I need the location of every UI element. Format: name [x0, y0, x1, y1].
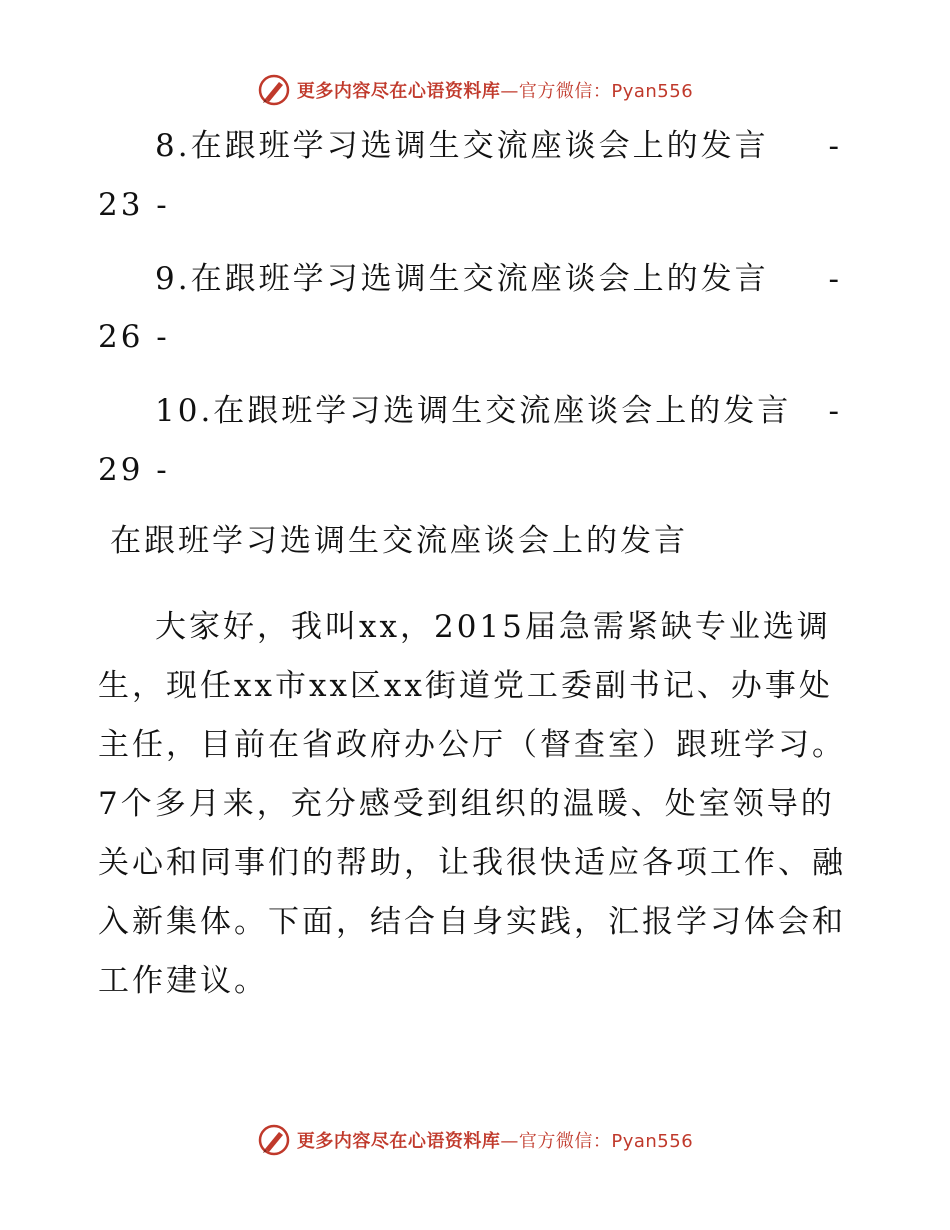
toc-entry-page: 26 -	[98, 319, 170, 355]
toc-entry-dash: -	[828, 261, 842, 297]
body-paragraph: 大家好，我叫xx，2015届急需紧缺专业选调生，现任xx市xx区xx街道党工委副书记、办事处主任，目前在省政府办公厅（督查室）跟班学习。7个多月来，充分感受到组织的温暖、处室领导的关心和同事们的帮助，让我很快适应各项工作、融入新集体。下面，结合自身实践，汇报学习体会和工作建议。	[98, 609, 846, 999]
banner-brand-text: 更多内容尽在心语资料库	[296, 1131, 501, 1152]
toc-entry-page: 29 -	[98, 452, 170, 488]
toc-entry-title: 10.在跟班学习选调生交流座谈会上的发言	[155, 393, 792, 429]
banner-suffix-text: —官方微信：Pyan556	[500, 1131, 694, 1152]
document-heading: 在跟班学习选调生交流座谈会上的发言	[110, 523, 688, 559]
toc-entry-page: 23 -	[98, 187, 170, 223]
banner-suffix-text: —官方微信：Pyan556	[500, 81, 694, 102]
toc-entry-dash: -	[828, 128, 842, 164]
pen-logo-icon	[257, 1123, 291, 1157]
footer-banner	[0, 1120, 950, 1160]
pen-logo-icon	[257, 73, 291, 107]
toc-entry-title: 9.在跟班学习选调生交流座谈会上的发言	[155, 261, 769, 297]
banner-brand-text: 更多内容尽在心语资料库	[296, 81, 501, 102]
header-banner	[0, 70, 950, 110]
toc-entry-dash: -	[828, 393, 842, 429]
toc-entry-title: 8.在跟班学习选调生交流座谈会上的发言	[155, 128, 769, 164]
